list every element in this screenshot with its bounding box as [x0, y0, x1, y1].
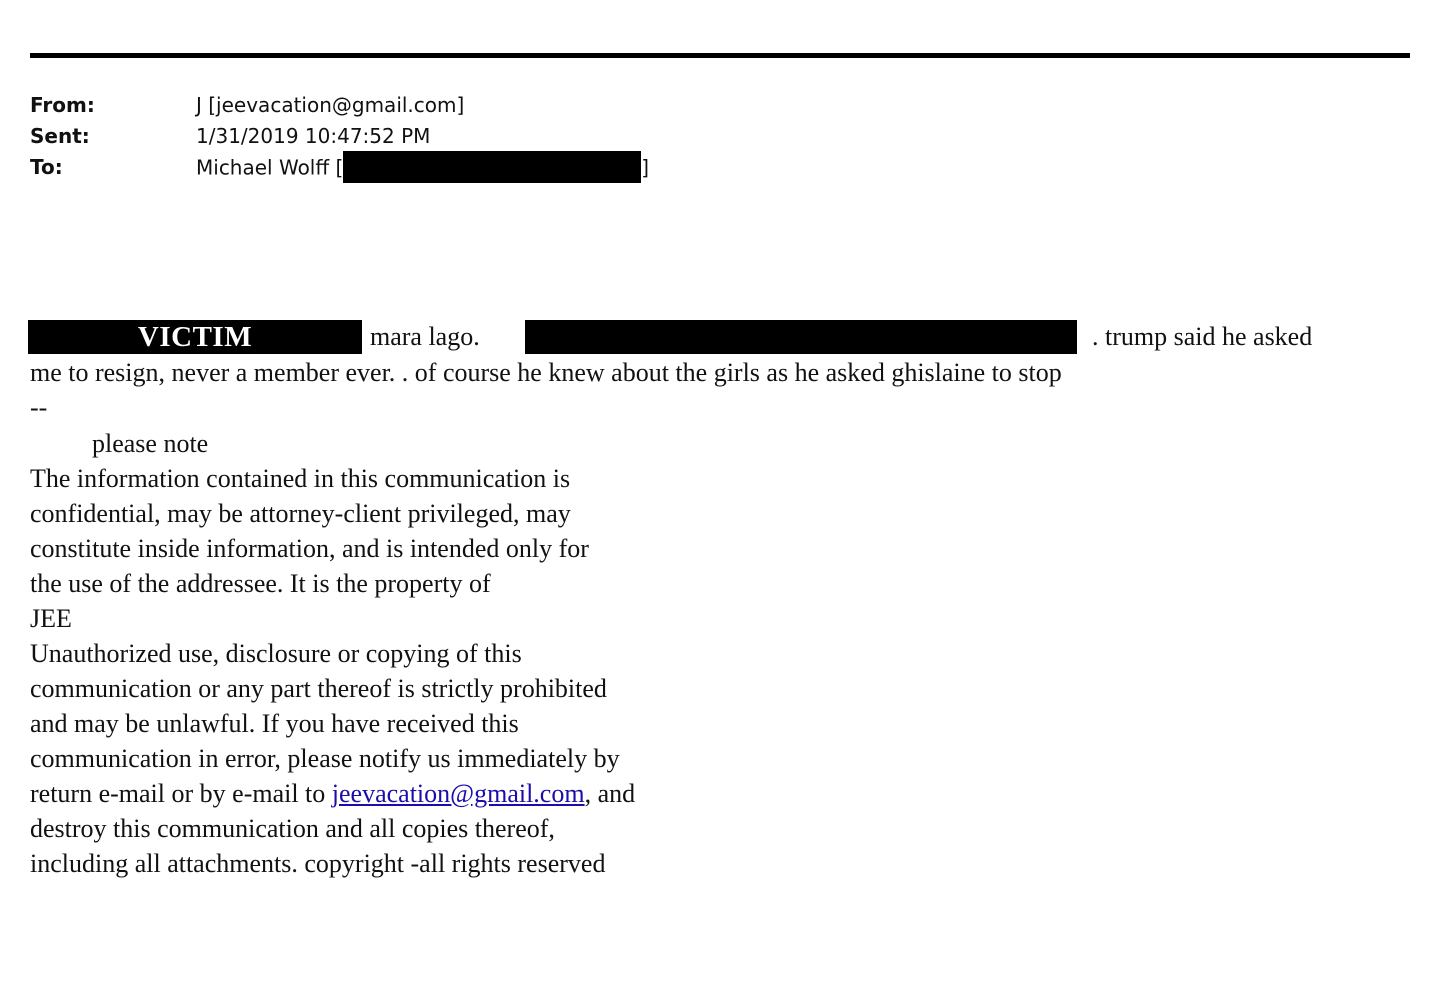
- sent-label: Sent:: [30, 124, 90, 148]
- disclaimer-line: communication or any part thereof is strictly prohibited: [30, 674, 607, 703]
- disclaimer-line: and may be unlawful. If you have received this: [30, 709, 519, 738]
- disclaimer-line: destroy this communication and all copies thereof,: [30, 814, 555, 843]
- disclaimer-line: The information contained in this communication is: [30, 464, 571, 493]
- header-divider: [30, 53, 1410, 58]
- to-email-redaction: [343, 151, 641, 183]
- victim-redaction: VICTIM: [28, 320, 362, 354]
- disclaimer-line: constitute inside information, and is intended only for: [30, 534, 589, 563]
- disclaimer-line: the use of the addressee. It is the property of: [30, 569, 491, 598]
- signature-separator: --: [30, 393, 48, 422]
- to-prefix: Michael Wolff [: [196, 155, 344, 180]
- disclaimer-line: confidential, may be attorney-client privileged, may: [30, 499, 571, 528]
- message-line1-part2: . trump said he asked: [1092, 322, 1313, 351]
- to-value: [196, 155, 649, 183]
- return-prefix: return e-mail or by e-mail to: [30, 779, 332, 808]
- disclaimer-return-line: [30, 776, 635, 811]
- from-label: From:: [30, 93, 95, 117]
- disclaimer-line: JEE: [30, 604, 72, 633]
- message-line1-part1: mara lago.: [370, 322, 480, 351]
- message-line2: me to resign, never a member ever. . of course he knew about the girls as he asked ghislaine to stop: [30, 358, 1062, 387]
- to-suffix: ]: [641, 155, 650, 180]
- return-suffix: , and: [584, 779, 636, 808]
- to-label: To:: [30, 155, 63, 179]
- disclaimer-line: Unauthorized use, disclosure or copying of this: [30, 639, 522, 668]
- email-link[interactable]: jeevacation@gmail.com: [331, 779, 585, 808]
- sent-value: 1/31/2019 10:47:52 PM: [196, 124, 431, 148]
- signature-note: please note: [92, 429, 209, 458]
- message-redaction-block: [525, 320, 1077, 354]
- disclaimer-line: including all attachments. copyright -all rights reserved: [30, 849, 606, 878]
- from-value: J [jeevacation@gmail.com]: [196, 93, 465, 117]
- disclaimer-line: communication in error, please notify us immediately by: [30, 744, 620, 773]
